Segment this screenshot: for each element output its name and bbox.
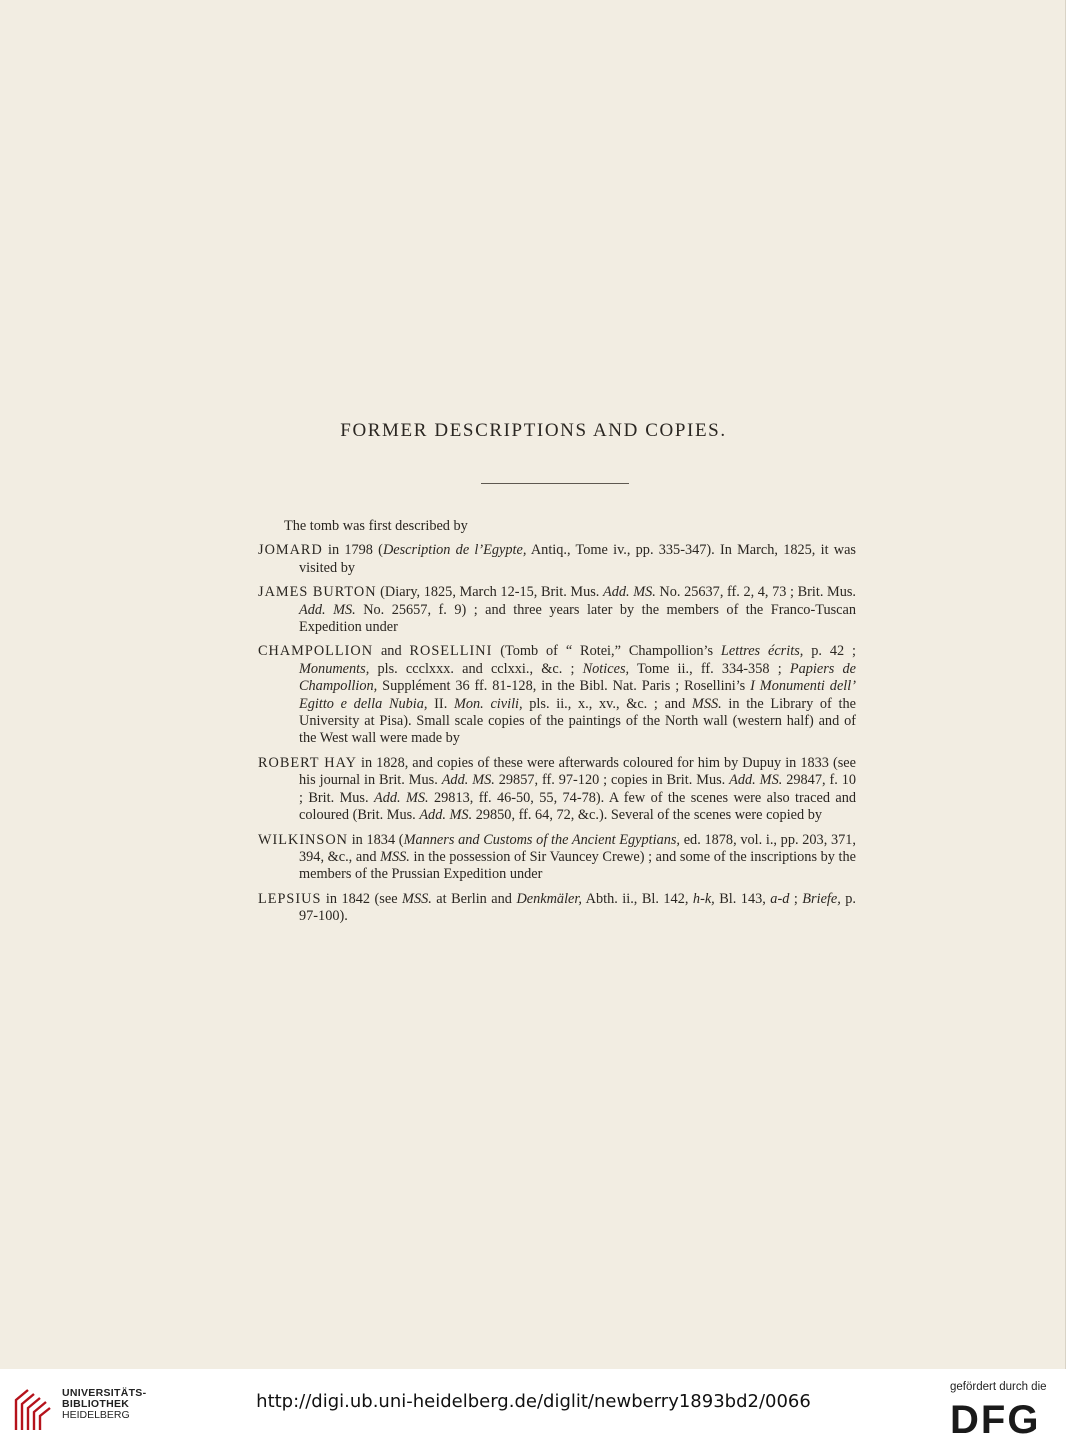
library-line-1: UNIVERSITÄTS- <box>62 1387 147 1399</box>
entry-wilkinson: WILKINSON in 1834 (Manners and Customs of the Ancient Egyptians, ed. 1878, vol. i., pp. 203, 371, 394, &c., and MSS. in the possession of Sir Vauncey Crewe) ; and some of the inscriptions by the members of the Prussian Expedition under <box>258 831 856 883</box>
entry-burton: JAMES BURTON (Diary, 1825, March 12-15, Brit. Mus. Add. MS. No. 25637, ff. 2, 4, 73 ; Brit. Mus. Add. MS. No. 25657, f. 9) ; and three years later by the members of the Franco-Tuscan Expedition under <box>258 584 856 636</box>
library-line-3: HEIDELBERG <box>62 1409 130 1421</box>
intro-line: The tomb was first described by <box>284 518 468 534</box>
funding-label: gefördert durch die <box>950 1381 1047 1393</box>
page-title: FORMER DESCRIPTIONS AND COPIES. <box>340 420 727 441</box>
entry-jomard: JOMARD in 1798 (Description de l’Egypte, Antiq., Tome iv., pp. 335-347). In March, 1825, it was visited by <box>258 542 856 576</box>
library-line-2: BIBLIOTHEK <box>62 1398 130 1410</box>
entry-name: CHAMPOLLION <box>258 643 374 660</box>
dfg-logo[interactable]: DFG <box>950 1398 1041 1442</box>
title-divider <box>481 483 629 484</box>
entry-robert-hay: ROBERT HAY in 1828, and copies of these were afterwards coloured for him by Dupuy in 1833 (see his journal in Brit. Mus. Add. MS. 29857, ff. 97-120 ; copies in Brit. Mus. Add. MS. 29847, f. 10 ; Brit. Mus. Add. MS. 29813, ff. 46-50, 55, 74-78). A few of the scenes were also traced and coloured (Brit. Mus. Add. MS. 29850, ff. 64, 72, &c.). Several of the scenes were copied by <box>258 754 857 824</box>
entry-lepsius: LEPSIUS in 1842 (see MSS. at Berlin and Denkmäler, Abth. ii., Bl. 142, h-k, Bl. 143, a-d ; Briefe, p. 97-100). <box>258 890 857 925</box>
entry-name: LEPSIUS <box>258 890 322 907</box>
page-body <box>258 518 856 933</box>
entry-name-2: ROSELLINI <box>409 643 493 660</box>
entry-name: JOMARD <box>258 542 323 559</box>
permalink-url[interactable]: http://digi.ub.uni-heidelberg.de/diglit/newberry1893bd2/0066 <box>256 1391 811 1412</box>
entry-champollion-rosellini: CHAMPOLLION and ROSELLINI (Tomb of “ Rotei,” Champollion’s Lettres écrits, p. 42 ; Monuments, pls. ccclxxx. and cclxxi., &c. ; Notices, Tome ii., ff. 334-358 ; Papiers de Champollion, Supplément 36 ff. 81-128, in the Bibl. Nat. Paris ; Rosellini’s I Monumenti dell’ Egitto e della Nubia, II. Mon. civili, pls. ii., x., xv., &c. ; and MSS. in the Library of the University at Pisa). Small scale copies of the paintings of the North wall (western half) and of the West wall were made by <box>258 643 857 747</box>
entry-name: ROBERT HAY <box>258 754 357 771</box>
entry-name: JAMES BURTON <box>258 584 377 601</box>
entry-name: WILKINSON <box>258 831 348 848</box>
